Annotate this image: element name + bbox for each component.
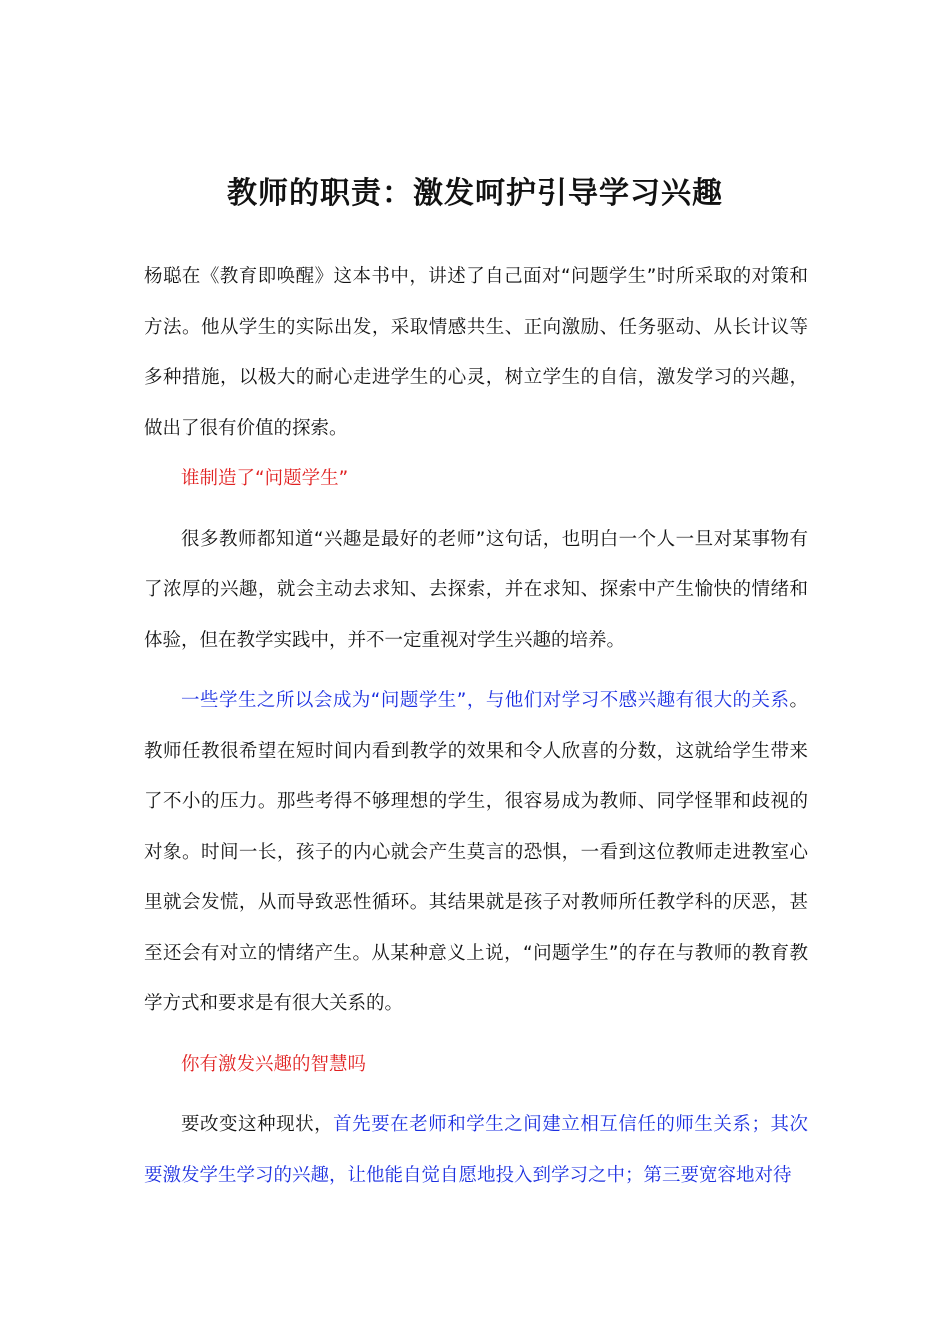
section-heading-2: 你有激发兴趣的智慧吗 — [181, 1053, 367, 1075]
spacer — [144, 505, 808, 515]
paragraph-intro: 杨聪在《教育即唤醒》这本书中，讲述了自己面对“问题学生”时所采取的对策和方法。他从学生的实际出发，采取情感共生、正向激励、任务驱动、从长计议等多种措施，以极大的耐心走进学生的心灵，树立学生的自信，激发学习的兴趣，做出了很有价值的探索。 — [144, 266, 808, 439]
paragraph-4 — [144, 1100, 808, 1201]
paragraph-3 — [144, 676, 808, 1030]
paragraph-4-text: 要改变这种现状， — [181, 1114, 334, 1135]
section-heading-1: 谁制造了“问题学生” — [181, 468, 349, 489]
spacer — [144, 666, 808, 676]
paragraph-3-highlight: 一些学生之所以会成为“问题学生”，与他们对学习不感兴趣有很大的关系 — [181, 690, 790, 711]
paragraph-3-text: 。教师任教很希望在短时间内看到教学的效果和令人欣喜的分数，这就给学生带来了不小的压力。那些考得不够理想的学生，很容易成为教师、同学怪罪和歧视的对象。时间一长，孩子的内心就会产生莫言的恐惧，一看到这位教师走进教室心里就会发慌，从而导致恶性循环。其结果就是孩子对教师所任教学科的厌恶，甚至还会有对立的情绪产生。从某种意义上说，“问题学生”的存在与教师的教育教学方式和要求是有很大关系的。 — [144, 690, 808, 1014]
document-title: 教师的职责：激发呵护引导学习兴趣 — [227, 176, 723, 211]
spacer — [144, 1030, 808, 1040]
paragraph-2: 很多教师都知道“兴趣是最好的老师”这句话，也明白一个人一旦对某事物有了浓厚的兴趣，就会主动去求知、去探索，并在求知、探索中产生愉快的情绪和体验，但在教学实践中，并不一定重视对学生兴趣的培养。 — [144, 528, 808, 651]
spacer — [144, 1090, 808, 1100]
paragraph-4-highlight: 首先要在老师和学生之间建立相互信任的师生关系；其次要激发学生学习的兴趣，让他能自觉自愿地投入到学习之中；第三要宽容地对待 — [144, 1114, 808, 1186]
document-body — [144, 252, 808, 1201]
